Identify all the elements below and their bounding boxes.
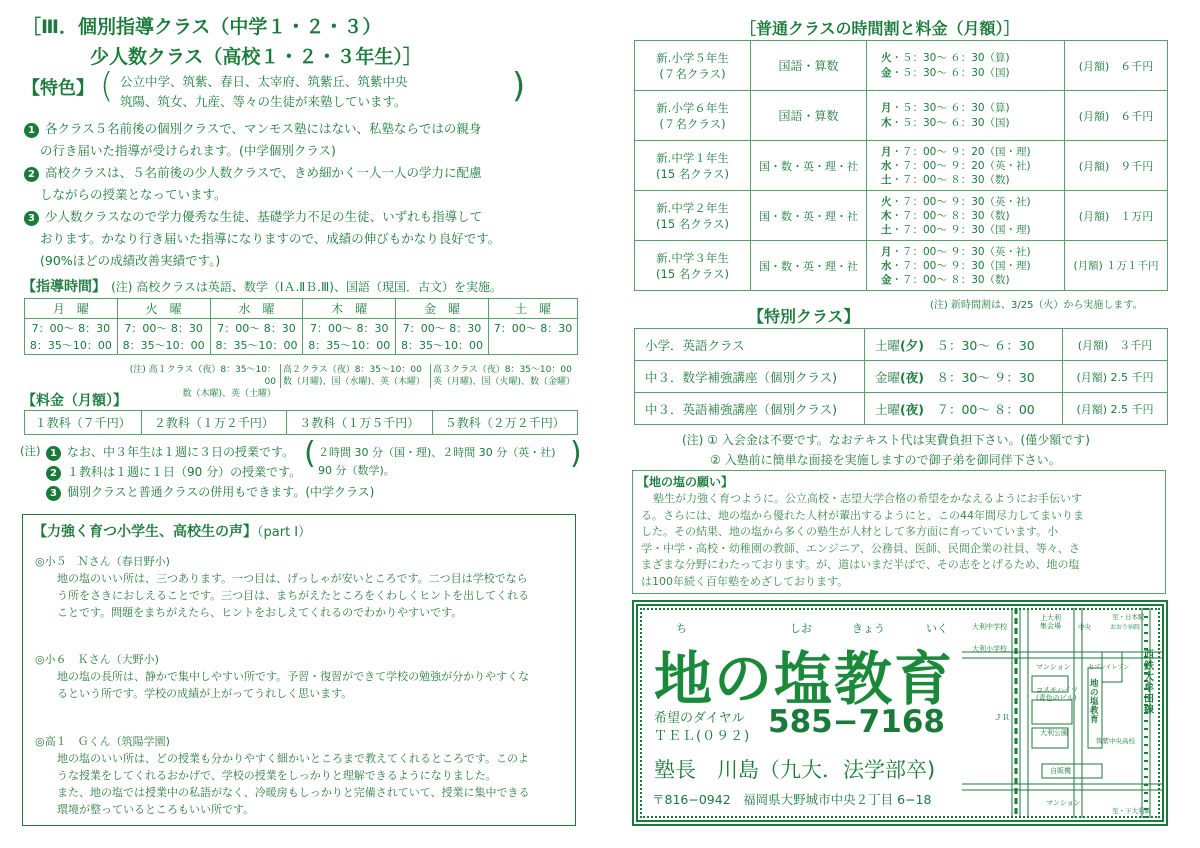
special-name: 中３．英語補強講座（個別クラス) bbox=[635, 393, 865, 425]
map-label-jr: ＪＲ bbox=[994, 713, 1010, 722]
note-3: 3 個別クラスと普通クラスの併用もできます。(中学クラス) bbox=[46, 482, 374, 502]
feature-3: 3 少人数クラスなので学力優秀な生徒、基礎学力不足の生徒、いずれも指導して bbox=[24, 206, 584, 228]
notes-paren: ２時間 30 分（国・理)、２時間 30 分（英・社) 90 分（数学)。 bbox=[318, 446, 556, 477]
school-name: 地の塩教育 bbox=[654, 645, 955, 713]
special-note-2: ② 入塾前に簡単な面接を実施しますので御子弟を御同伴下さい。 bbox=[710, 453, 1061, 467]
map-label-to-shimo: 至・下大利駅 bbox=[1112, 807, 1151, 815]
fee-cell: １教科（７千円） bbox=[25, 411, 142, 435]
map-label-to-tenjin: 至・日本駅 bbox=[1112, 613, 1145, 621]
feature-2: 2 高校クラスは、５名前後の少人数クラスで、きめ細かく一人一人の学力に配慮 bbox=[24, 162, 584, 184]
regular-title: ［普通クラスの時間割と料金（月額）］ bbox=[740, 19, 1020, 38]
fee-cell: ５教科（２万２千円） bbox=[432, 411, 577, 435]
features-list bbox=[24, 118, 584, 272]
fee-cell: ２教科（１万２千円） bbox=[141, 411, 286, 435]
paren-close: ) bbox=[512, 66, 526, 106]
fee-cell: (月額) ９千円 bbox=[1065, 141, 1168, 191]
class-cell: 新.中学１年生 (15 名クラス) bbox=[635, 141, 751, 191]
map-label-mansion2: マンション bbox=[1046, 799, 1081, 807]
schedule-table bbox=[24, 298, 578, 355]
access-map bbox=[962, 608, 1162, 818]
table-row bbox=[635, 329, 1168, 361]
ruby-kyou: きょう bbox=[852, 622, 885, 635]
map-label-ohno-es: 大利小学校 bbox=[972, 645, 1007, 653]
table-row bbox=[635, 191, 1168, 241]
table-row bbox=[635, 241, 1168, 291]
time-cell: 7：00～ 8：30 bbox=[25, 319, 118, 337]
note-1: 1 なお、中３年生は１週に３日の授業です。 bbox=[46, 442, 374, 462]
voice-author: ◎小５ Ｎさん（春日野小) bbox=[35, 555, 170, 568]
feature-3-cont2: (90%ほどの成績改善実績です。) bbox=[40, 253, 221, 268]
day-header: 土 曜 bbox=[488, 299, 577, 319]
ruby-iku: いく bbox=[926, 622, 948, 635]
day-header: 木 曜 bbox=[303, 299, 396, 319]
voice-3: ◎高１ Ｇくん（筑陽学園) 地の塩のいい所は、どの授業も分かりやすく細かいところまで教えてくれるところです。このよ うな授業をしてくれるおかげで、学校の授業をしっかりと理解できるようになりました。 また、地の塩では授業中の私語がなく、冷暖房もしっかりと完備されていて、授業に集中できる 環境が整っているところもいい所です。 bbox=[35, 735, 530, 816]
class-cell: 新.中学２年生 (15 名クラス) bbox=[635, 191, 751, 241]
wish-box bbox=[632, 470, 1166, 594]
number-badge: 2 bbox=[24, 167, 39, 182]
subject-cell: 国・数・英・理・社 bbox=[751, 191, 867, 241]
paren-open: ( bbox=[100, 66, 114, 106]
ruby-chi: ち bbox=[676, 622, 687, 635]
day-header: 火 曜 bbox=[117, 299, 210, 319]
feature-3-cont: おります。かなり行き届いた指導になりますので、成績の伸びもかなり良好です。 bbox=[40, 231, 501, 246]
time-cell: 8：35～10：00 bbox=[396, 337, 489, 355]
map-label-nakaoori: 中央 bbox=[1078, 623, 1091, 631]
table-row bbox=[25, 319, 578, 337]
table-row bbox=[635, 361, 1168, 393]
table-row bbox=[635, 41, 1168, 91]
features-schools-line2: 筑陽、筑女、九産、等々の生徒が来塾しています。 bbox=[120, 94, 407, 109]
voices-box bbox=[22, 514, 576, 826]
number-badge: 3 bbox=[46, 486, 61, 501]
time-cell: 月・７：00～ ９：30（英・社) 水・７：00～ ９：30（国・理) 金・７：00～ ８：30（数) bbox=[867, 241, 1065, 291]
feature-2-cont: しながらの授業となっています。 bbox=[40, 187, 227, 202]
number-badge: 1 bbox=[24, 123, 39, 138]
dial-label: 希望のダイヤル ＴＥＬ(０９２) bbox=[654, 711, 751, 744]
section-title-line2: 少人数クラス（高校１・２・３年生）］ bbox=[90, 46, 422, 68]
class-cell: 新.中学３年生 (15 名クラス) bbox=[635, 241, 751, 291]
number-badge: 3 bbox=[24, 211, 39, 226]
fee-label: 【料金（月額）】 bbox=[22, 393, 127, 409]
ruby-shio: しお bbox=[790, 622, 812, 635]
map-label-jihan: 自販機 bbox=[1050, 767, 1071, 775]
special-time: 土曜(夕) ５：30～ ６：30 bbox=[865, 329, 1063, 361]
table-row bbox=[25, 299, 578, 319]
table-row bbox=[635, 91, 1168, 141]
class-cell: 新.小学５年生 (７名クラス) bbox=[635, 41, 751, 91]
special-time: 土曜(夜) ７：00～ ８：00 bbox=[865, 393, 1063, 425]
subject-cell: 国・数・英・理・社 bbox=[751, 141, 867, 191]
map-label-nishitetsu: 西鉄大牟田線 bbox=[1144, 650, 1154, 716]
hs-note-1: (注) 高１クラス（夜）8：35～10：00 数（木曜)、英（土曜） bbox=[129, 365, 276, 399]
time-cell: 7：00～ 8：30 bbox=[396, 319, 489, 337]
time-cell: 8：35～10：00 bbox=[117, 337, 210, 355]
wish-text: 塾生が力強く育つように。公立高校・志望大学合格の希望をかなえるようにお手伝いす る。さらには、地の塩から優れた人材が輩出するようにと、この44年間尽力してまいりま した。その結果、地の塩から多くの塾生が人材として多方面に育っていています。小 学・中学・高校・幼稚園の教師、エンジニア、公務員、医師、民間企業の社員、等々、さ まざまな分野にわたっております。が、道はいまだ半ばで、その志をとげるため、地の塩 は100年続く百年塾をめざしております。 bbox=[641, 492, 1084, 588]
hours-note: (注) 高校クラスは英語、数学（ⅠＡ.ⅡＢ.Ⅲ)、国語（現国．古文）を実施。 bbox=[111, 280, 502, 294]
notes-prefix: (注) bbox=[20, 444, 41, 458]
map-label-seven: セブンイレブン bbox=[1088, 664, 1130, 671]
time-cell: 7：00～ 8：30 bbox=[117, 319, 210, 337]
fee-cell: (月額) 2.5 千円 bbox=[1063, 393, 1168, 425]
voice-2: ◎小６ Ｋさん（大野小) 地の塩の長所は、静かで集中しやすい所です。予習・復習ができて学校の勉強が分かりやすくな るという所です。学校の成績が上がってうれしく思います。 bbox=[35, 653, 530, 700]
table-row bbox=[635, 393, 1168, 425]
day-header: 月 曜 bbox=[25, 299, 118, 319]
special-table bbox=[634, 328, 1168, 425]
feature-1: 1 各クラス５名前後の個別クラスで、マンモス塾にはない、私塾ならではの親身 bbox=[24, 118, 584, 140]
time-cell: 7：00～ 8：30 bbox=[303, 319, 396, 337]
voices-header bbox=[33, 521, 311, 541]
section-title-line1: ［Ⅲ．個別指導クラス（中学１・２・３） bbox=[22, 16, 382, 38]
features-schools-line1: 公立中学、筑紫、春日、太宰府、筑紫丘、筑紫中央 bbox=[120, 74, 408, 89]
map-label-ohno-jhs: 大利中学校 bbox=[972, 623, 1007, 631]
table-row bbox=[635, 141, 1168, 191]
time-cell: 8：35～10：00 bbox=[210, 337, 303, 355]
school-head: 塾長 川島（九大．法学部卒) bbox=[654, 758, 936, 782]
fee-table bbox=[24, 410, 578, 435]
note-2: 2 １教科は１週に１日（90 分）の授業です。 bbox=[46, 462, 374, 482]
hours-header bbox=[22, 276, 502, 296]
voices-part: （part Ⅰ） bbox=[257, 525, 312, 540]
regular-note: (注) 新時間割は、3/25（火）から実施します。 bbox=[930, 300, 1143, 311]
fee-cell: (月額) ３千円 bbox=[1063, 329, 1168, 361]
feature-1-cont: の行き届いた指導が受けられます。(中学個別クラス) bbox=[40, 143, 336, 158]
time-cell: 火・５：30～ ６：30（算) 金・５：30～ ６：30（国) bbox=[867, 41, 1065, 91]
hs-note-3: 高３クラス（夜）8：35～10：00 英（月曜)、国（火曜)、数（金曜） bbox=[430, 364, 580, 388]
number-badge: 2 bbox=[46, 466, 61, 481]
map-label-mansion1: マンション bbox=[1036, 663, 1071, 671]
fee-cell: (月額) １万１千円 bbox=[1065, 241, 1168, 291]
subject-cell: 国語・算数 bbox=[751, 41, 867, 91]
voices-title: 【力強く育つ小学生、高校生の声】 bbox=[33, 524, 257, 540]
map-label-chikushi-hs: 筑紫中央高校 bbox=[1096, 737, 1135, 745]
map-label-kamioori: 上大利 集会場 bbox=[1040, 614, 1061, 630]
voice-author: ◎高１ Ｇくん（筑陽学園) bbox=[35, 735, 170, 748]
map-label-kosumo: コスモハイツ (青色のビル) bbox=[1036, 686, 1078, 702]
regular-table bbox=[634, 40, 1168, 291]
map-label-chinoshio: 地の塩教育 bbox=[1090, 679, 1099, 725]
map-label-ooripark: 大利公園 bbox=[1040, 729, 1068, 737]
map-label-hospital: おおり病院 bbox=[1110, 624, 1141, 631]
table-row bbox=[25, 337, 578, 355]
phone-number: 585−7168 bbox=[768, 704, 945, 740]
fee-cell: ３教科（１万５千円） bbox=[287, 411, 432, 435]
table-row bbox=[25, 411, 578, 435]
time-cell bbox=[488, 337, 577, 355]
day-header: 水 曜 bbox=[210, 299, 303, 319]
subject-cell: 国語・算数 bbox=[751, 91, 867, 141]
time-cell: 7：00～ 8：30 bbox=[488, 319, 577, 337]
special-time: 金曜(夜) ８：30～ ９：30 bbox=[865, 361, 1063, 393]
features-label: 【特色】 bbox=[22, 78, 94, 99]
special-title: 【特別クラス】 bbox=[748, 307, 860, 326]
time-cell: 月・７：00～ ９：20（国・理) 水・７：00～ ９：20（英・社) 土・７：00～ ８：30（数) bbox=[867, 141, 1065, 191]
voice-author: ◎小６ Ｋさん（大野小) bbox=[35, 653, 159, 666]
time-cell: 火・７：00～ ９：30（英・社) 木・７：00～ ８：30（数) 土・７：00～ ９：30（国・理) bbox=[867, 191, 1065, 241]
time-cell: 7：00～ 8：30 bbox=[210, 319, 303, 337]
fee-cell: (月額) ６千円 bbox=[1065, 41, 1168, 91]
paren-close: ) bbox=[570, 436, 582, 471]
special-name: 小学．英語クラス bbox=[635, 329, 865, 361]
subject-cell: 国・数・英・理・社 bbox=[751, 241, 867, 291]
hs-note-2: 高２クラス（夜）8：35～10：00 数（月曜)、国（水曜)、英（木曜） bbox=[280, 364, 428, 388]
special-note-1: (注) ① 入会金は不要です。なおテキスト代は実費負担下さい。(僅少額です) bbox=[682, 433, 1090, 447]
hours-label: 【指導時間】 bbox=[22, 279, 106, 295]
number-badge: 1 bbox=[46, 446, 61, 461]
wish-title: 【地の塩の願い】 bbox=[637, 475, 734, 489]
voice-1: ◎小５ Ｎさん（春日野小) 地の塩のいい所は、三つあります。一つ目は、げっしゃが安いところです。二つ目は学校でなら う所をさきにおしえることです。三つ目は、まちがえたところをくわしくヒントを出してくれる ことです。問題をまちがえたら、ヒントをおしえてくれるのでわかりやすいです。 bbox=[35, 555, 530, 619]
class-cell: 新.小学６年生 (７名クラス) bbox=[635, 91, 751, 141]
time-cell: 月・５：30～ ６：30（算) 木・５：30～ ６：30（国) bbox=[867, 91, 1065, 141]
special-name: 中３．数学補強講座（個別クラス) bbox=[635, 361, 865, 393]
fee-cell: (月額) ６千円 bbox=[1065, 91, 1168, 141]
paren-open: ( bbox=[304, 436, 316, 471]
special-notes bbox=[682, 430, 1090, 470]
fee-cell: (月額) 2.5 千円 bbox=[1063, 361, 1168, 393]
school-address: 〒816−0942 福岡県大野城市中央２丁目 6−18 bbox=[652, 792, 932, 807]
time-cell: 8：35～10：00 bbox=[303, 337, 396, 355]
day-header: 金 曜 bbox=[396, 299, 489, 319]
fee-cell: (月額) １万円 bbox=[1065, 191, 1168, 241]
time-cell: 8：35～10：00 bbox=[25, 337, 118, 355]
